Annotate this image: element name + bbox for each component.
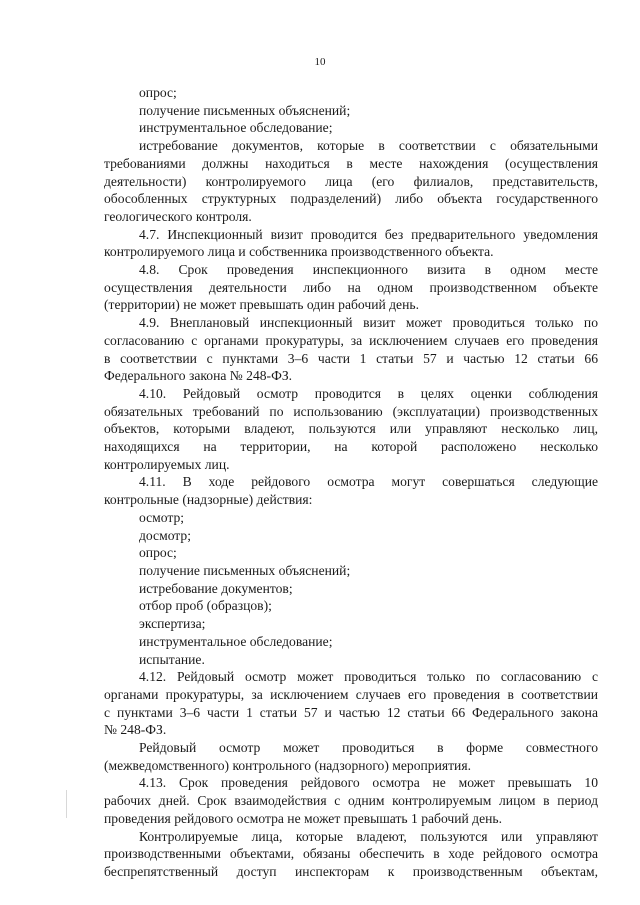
text-line: объектов, которыми владеют, пользуются или управляют несколько лиц, bbox=[104, 421, 598, 437]
text-line: отбор проб (образцов); bbox=[139, 598, 272, 614]
text-line: рабочих дней. Срок взаимодействия с одним контролируемым лицом в период bbox=[104, 793, 598, 809]
text-line: органами прокуратуры, за исключением случаев его проведения в соответствии bbox=[104, 686, 598, 702]
text-line: 4.7. Инспекционный визит проводится без предварительного уведомления bbox=[139, 226, 598, 242]
text-line: геологического контроля. bbox=[104, 208, 252, 224]
text-line: обязательных требований по использованию (эксплуатации) производственных bbox=[104, 403, 598, 419]
text-line: согласованию с органами прокуратуры, за исключением случаев его проведения bbox=[104, 332, 598, 348]
text-line: получение письменных объяснений; bbox=[139, 562, 351, 578]
text-line: 4.9. Внеплановый инспекционный визит может проводиться только по bbox=[139, 315, 598, 331]
text-line: опрос; bbox=[139, 545, 177, 561]
text-line: досмотр; bbox=[139, 527, 191, 543]
text-line: осмотр; bbox=[139, 509, 185, 525]
text-line: находящихся на территории, на которой расположено несколько bbox=[104, 439, 598, 455]
text-line: получение письменных объяснений; bbox=[139, 102, 351, 118]
text-line: (межведомственного) контрольного (надзорного) мероприятия. bbox=[104, 757, 471, 773]
text-line: (территории) не может превышать один рабочий день. bbox=[104, 297, 419, 313]
text-line: испытание. bbox=[139, 651, 205, 667]
text-line: контрольные (надзорные) действия: bbox=[104, 492, 313, 508]
text-line: Рейдовый осмотр может проводиться в форме совместного bbox=[139, 740, 598, 756]
page-number: 10 bbox=[314, 56, 326, 68]
text-line: с пунктами 3–6 части 1 статьи 57 и частью 12 статьи 66 Федерального закона bbox=[104, 704, 598, 720]
text-line: 4.8. Срок проведения инспекционного визита в одном месте bbox=[139, 262, 598, 278]
margin-mark bbox=[66, 790, 67, 818]
text-line: № 248-ФЗ. bbox=[104, 722, 167, 738]
text-line: контролируемых лиц. bbox=[104, 456, 230, 472]
document-body bbox=[104, 84, 598, 881]
text-line: производственными объектами, обязаны обеспечить в ходе рейдового осмотра bbox=[104, 846, 598, 862]
text-line: 4.11. В ходе рейдового осмотра могут совершаться следующие bbox=[139, 474, 598, 490]
text-line: инструментальное обследование; bbox=[139, 120, 333, 136]
text-line: контролируемого лица и собственника производственного объекта. bbox=[104, 244, 494, 260]
text-line: деятельности) контролируемого лица (его филиалов, представительств, bbox=[104, 173, 598, 189]
text-line: Контролируемые лица, которые владеют, пользуются или управляют bbox=[139, 828, 598, 844]
text-line: 4.12. Рейдовый осмотр может проводиться только по согласованию с bbox=[139, 669, 598, 685]
text-line: в соответствии с пунктами 3–6 части 1 статьи 57 и частью 12 статьи 66 bbox=[104, 350, 598, 366]
text-line: опрос; bbox=[139, 85, 177, 100]
text-line: Федерального закона № 248-ФЗ. bbox=[104, 368, 293, 384]
text-line: истребование документов, которые в соответствии с обязательными bbox=[139, 138, 598, 154]
text-line: инструментальное обследование; bbox=[139, 633, 333, 649]
text-line: экспертиза; bbox=[139, 616, 206, 632]
text-line: обособленных структурных подразделений) либо объекта государственного bbox=[104, 191, 598, 207]
text-line: осуществления деятельности либо на одном производственном объекте bbox=[104, 279, 598, 295]
text-line: 4.10. Рейдовый осмотр проводится в целях оценки соблюдения bbox=[139, 385, 598, 401]
text-line: требованиями должны находиться в месте нахождения (осуществления bbox=[104, 155, 598, 171]
text-line: истребование документов; bbox=[139, 580, 293, 596]
text-line: 4.13. Срок проведения рейдового осмотра не может превышать 10 bbox=[139, 775, 598, 791]
text-line: беспрепятственный доступ инспекторам к производственным объектам, bbox=[104, 863, 598, 879]
text-line: проведения рейдового осмотра не может превышать 1 рабочий день. bbox=[104, 810, 503, 826]
